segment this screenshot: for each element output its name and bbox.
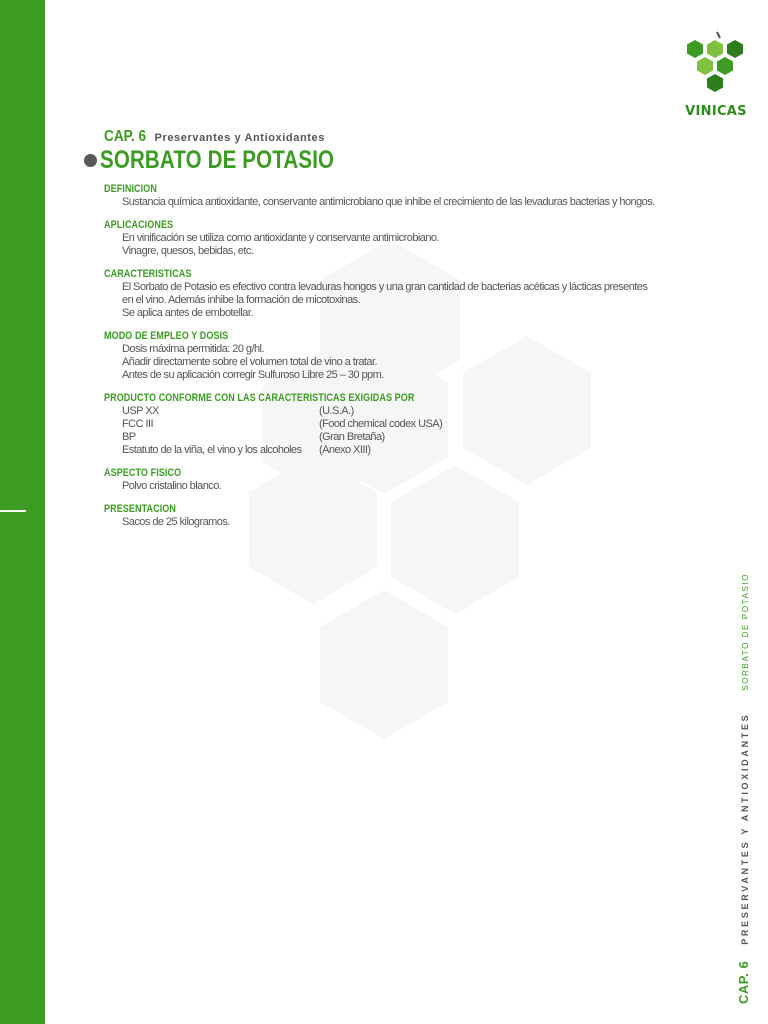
standard-source: (U.S.A.) xyxy=(319,405,354,417)
side-category: PRESERVANTES Y ANTIOXIDANTES xyxy=(740,712,750,945)
section-producto-conforme xyxy=(104,392,684,457)
text-line: El Sorbato de Potasio es efectivo contra levaduras hongos y una gran cantidad de bacterias acéticas y lácticas presentes xyxy=(122,281,648,293)
standard-name: Estatuto de la viña, el vino y los alcoholes xyxy=(122,444,302,456)
standard-name: USP XX xyxy=(122,405,159,417)
chapter-number: CAP. 6 xyxy=(104,128,147,145)
text-line: en el vino. Además inhibe la formación de micotoxinas. xyxy=(122,294,361,306)
section-aspecto-fisico xyxy=(104,467,684,493)
section-caracteristicas xyxy=(104,268,684,320)
text-line: En vinificación se utiliza como antioxidante y conservante antimicrobiano. xyxy=(122,232,439,244)
standard-source: (Food chemical codex USA) xyxy=(319,418,443,430)
section-aplicaciones xyxy=(104,219,684,258)
title-row xyxy=(84,146,386,175)
standard-name: FCC III xyxy=(122,418,153,430)
text-line: Sustancia química antioxidante, conservante antimicrobiano que inhibe el crecimiento de las levaduras bacterias y hongos. xyxy=(122,196,655,208)
section-heading: APLICACIONES xyxy=(104,219,174,231)
text-line: Sacos de 25 kilogramos. xyxy=(122,516,230,528)
standard-name: BP xyxy=(122,431,136,443)
standard-row xyxy=(104,405,684,418)
section-heading: ASPECTO FISICO xyxy=(104,467,182,479)
text-line: Se aplica antes de embotellar. xyxy=(122,307,253,319)
vertical-side-label xyxy=(736,573,751,1004)
standard-source: (Gran Bretaña) xyxy=(319,431,385,443)
section-heading: DEFINICION xyxy=(104,183,157,195)
section-heading: CARACTERISTICAS xyxy=(104,268,192,280)
text-line: Polvo cristalino blanco. xyxy=(122,480,222,492)
text-line: Añadir directamente sobre el volumen total de vino a tratar. xyxy=(122,356,377,368)
title-bullet-icon xyxy=(84,154,97,167)
standard-row xyxy=(104,444,684,457)
side-chapter: CAP. 6 xyxy=(736,960,751,1004)
text-line: Dosis máxima permitida: 20 g/hl. xyxy=(122,343,264,355)
section-definicion xyxy=(104,183,684,209)
chapter-category: Preservantes y Antioxidantes xyxy=(154,132,325,144)
section-heading: MODO DE EMPLEO Y DOSIS xyxy=(104,330,229,342)
brand-name: VINICAS xyxy=(685,104,747,119)
product-sheet xyxy=(104,183,684,539)
text-line: Vinagre, quesos, bebidas, etc. xyxy=(122,245,254,257)
side-product: SORBATO DE POTASIO xyxy=(741,572,750,691)
section-presentacion xyxy=(104,503,684,529)
section-heading: PRESENTACION xyxy=(104,503,176,515)
page-title: SORBATO DE POTASIO xyxy=(100,146,335,174)
section-modo-empleo xyxy=(104,330,684,382)
section-heading: PRODUCTO CONFORME CON LAS CARACTERISTICAS EXIGIDAS POR xyxy=(104,392,415,404)
text-line: Antes de su aplicación corregir Sulfuroso Libre 25 – 30 ppm. xyxy=(122,369,384,381)
standard-row xyxy=(104,431,684,444)
chapter-header xyxy=(104,128,325,146)
standard-source: (Anexo XIII) xyxy=(319,444,371,456)
standard-row xyxy=(104,418,684,431)
